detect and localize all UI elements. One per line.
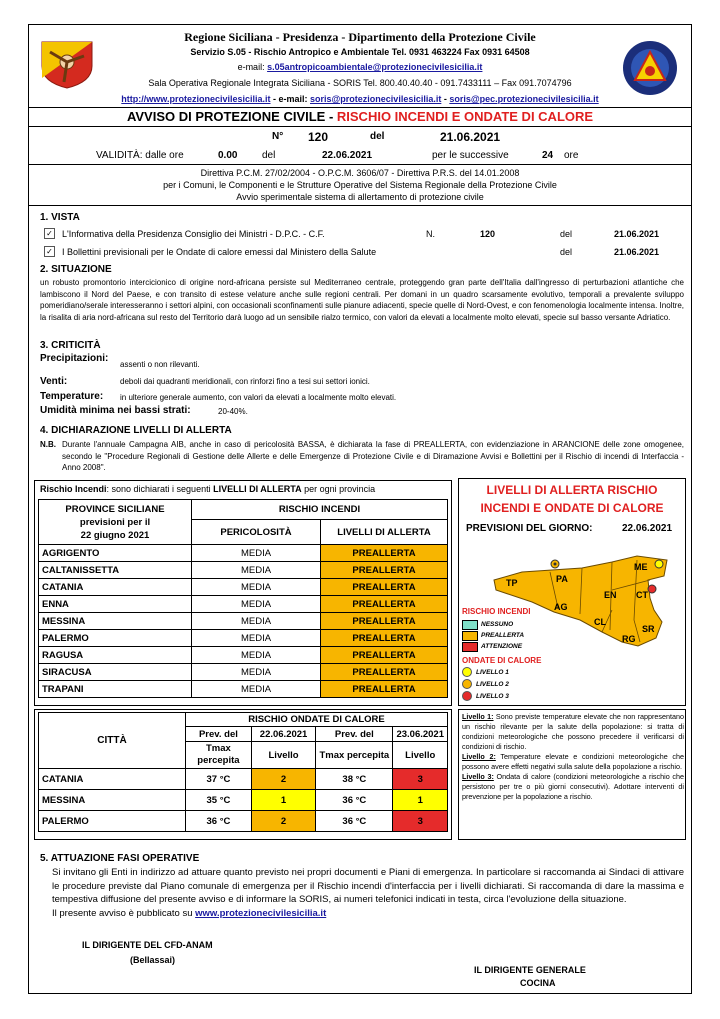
- validita-label: VALIDITÀ: dalle ore: [96, 150, 184, 161]
- legend-incendi: [462, 619, 524, 652]
- tmax-day1: 36 °C: [185, 811, 251, 832]
- table-row: [39, 811, 448, 832]
- prev-label: PREVISIONI DEL GIORNO:: [466, 523, 593, 534]
- pec-sep: -: [441, 94, 450, 104]
- h-prev: previsioni per il: [79, 516, 151, 528]
- province-name: ENNA: [39, 596, 192, 613]
- incendi-caption: [40, 484, 375, 494]
- livello-allerta: PREALLERTA: [321, 613, 448, 630]
- province-name: MESSINA: [39, 613, 192, 630]
- level-circle-icon: [462, 691, 472, 701]
- livello-desc: [462, 712, 684, 752]
- calore-table: [38, 712, 448, 832]
- legend-item: [462, 690, 509, 702]
- caption-bold2: LIVELLI DI ALLERTA: [213, 484, 302, 494]
- temp-text: in ulteriore generale aumento, con valori da elevati a localmente molto elevati.: [120, 393, 397, 402]
- map-title-2: INCENDI E ONDATE DI CALORE: [480, 501, 664, 515]
- legend-swatch: [462, 631, 478, 641]
- province-name: CATANIA: [39, 579, 192, 596]
- legend-calore: [462, 666, 509, 702]
- vista-item-2: [44, 246, 55, 257]
- civil-protection-logo: [622, 40, 678, 96]
- table-row: [39, 647, 448, 664]
- map-label-sr: SR: [642, 624, 655, 634]
- map-title-1: LIVELLI DI ALLERTA RISCHIO: [486, 483, 658, 497]
- vista-item-2-date: 21.06.2021: [614, 247, 660, 257]
- del-label: del: [370, 131, 385, 142]
- livello-desc: [462, 752, 684, 772]
- attuazione-published: [52, 907, 684, 921]
- pericolosita: MEDIA: [192, 579, 321, 596]
- livello-desc: [462, 772, 684, 802]
- livello-allerta: PREALLERTA: [321, 545, 448, 562]
- h-rischio-calore: RISCHIO ONDATE DI CALORE: [185, 713, 447, 727]
- livello-allerta: PREALLERTA: [321, 681, 448, 698]
- caption-bold: Rischio Incendi: [40, 484, 107, 494]
- map-label-ct: CT: [636, 590, 648, 600]
- tmax-day2: 38 °C: [316, 769, 393, 790]
- map-label-me: ME: [634, 562, 648, 572]
- pericolosita: MEDIA: [192, 545, 321, 562]
- province-name: CALTANISSETTA: [39, 562, 192, 579]
- level-circle-icon: [462, 679, 472, 689]
- pericolosita: MEDIA: [192, 681, 321, 698]
- validita-del: del: [262, 150, 276, 161]
- h-livello2: Livello: [393, 742, 448, 769]
- legend-item: [462, 641, 524, 652]
- province-name: RAGUSA: [39, 647, 192, 664]
- map-label-ag: AG: [554, 602, 568, 612]
- validita-ore-label: ore: [564, 150, 579, 161]
- livello-text: Temperature elevate e condizioni meteorologiche che possono avere effetti negativi sulla salute della popolazione a rischio.: [462, 752, 684, 771]
- header-email-line: [100, 62, 620, 72]
- livello-allerta: PREALLERTA: [321, 630, 448, 647]
- right-signature-name: COCINA: [520, 978, 556, 988]
- checkbox-2[interactable]: ✓: [44, 246, 55, 257]
- tmax-day1: 37 °C: [185, 769, 251, 790]
- page-title: [28, 109, 692, 124]
- province-name: AGRIGENTO: [39, 545, 192, 562]
- legend-label: LIVELLO 2: [476, 680, 509, 688]
- livello-allerta: PREALLERTA: [321, 664, 448, 681]
- h-prev1: Prev. del: [185, 727, 251, 742]
- vista-item-1-date: 21.06.2021: [614, 229, 660, 239]
- livello-day1: 2: [251, 769, 315, 790]
- situazione-title: 2. SITUAZIONE: [40, 264, 112, 275]
- situazione-text: [40, 277, 684, 323]
- legend-swatch: [462, 620, 478, 630]
- checkbox-1[interactable]: ✓: [44, 228, 55, 239]
- header-line4: Sala Operativa Regionale Integrata Siciliana - SORIS Tel. 800.40.40.40 - 091.7433111 – Fax 091.7074796: [148, 78, 572, 88]
- h-livello1: Livello: [251, 742, 315, 769]
- map-label-pa: PA: [556, 574, 568, 584]
- livello-day1: 2: [251, 811, 315, 832]
- prev-date: 22.06.2021: [622, 523, 673, 534]
- level-circle-icon: [462, 667, 472, 677]
- livello-label: Livello 1:: [462, 712, 494, 721]
- email-label: e-mail:: [237, 62, 268, 72]
- h-tmax2: Tmax percepita: [316, 742, 393, 769]
- header-province: [39, 500, 192, 545]
- pericolosita: MEDIA: [192, 647, 321, 664]
- livello-text: Sono previste temperature elevate che non rappresentano un rischio rilevante per la salute della popolazione: si tratta di condizioni meteorologiche che possono precedere il verificarsi di condizioni di rischio.: [462, 712, 685, 751]
- situazione-paragraph: un robusto promontorio intercicionico di origine nord-africana persiste sul Mediterraneo centrale, proteggendo gran parte dell'Italia dall'ingresso di perturbazioni atlantiche che lambiscono il Nord del Paese, e con transito di estese velature anche sulle regioni centrali. Per domani in un quadro scarsamente evolutivo, temporali a prevalente sviluppo pomeridiano/serale interesseranno i settori alpini, con occasionali sconfinamenti sulle pianure adiacenti, specie quelle di Nord-Ovest, e con fenomenologia localmente intensa. Inoltre, la risalita di aria nord-africana sul resto del Territorio darà luogo ad un sensibile rialzo termico, con valori da elevati a localmente molto elevati, specie sul basso versante Adriatico.: [40, 278, 684, 322]
- table-row: [39, 579, 448, 596]
- umid-label: Umidità minima nei bassi strati:: [40, 405, 191, 416]
- sicily-region-logo: [38, 38, 96, 90]
- right-signature-title: IL DIRIGENTE GENERALE: [474, 965, 586, 975]
- legend-item: [462, 666, 509, 678]
- email2-link[interactable]: soris@protezionecivilesicilia.it: [310, 94, 442, 104]
- table-row: [39, 681, 448, 698]
- livello-day2: 3: [393, 811, 448, 832]
- criticita-title: 3. CRITICITÀ: [40, 340, 101, 351]
- attuazione-title: 5. ATTUAZIONE FASI OPERATIVE: [40, 853, 200, 864]
- livello-day1: 1: [251, 790, 315, 811]
- attuazione-body: [52, 866, 684, 920]
- map-label-cl: CL: [594, 617, 606, 627]
- livello-allerta: PREALLERTA: [321, 562, 448, 579]
- city-name: PALERMO: [39, 811, 186, 832]
- venti-label: Venti:: [40, 376, 68, 387]
- city-name: MESSINA: [39, 790, 186, 811]
- livello-text: Ondata di calore (condizioni meteorologiche a rischio che persistono per tre o più giorni consecutivi). Adottare interventi di prevenzione per la popolazione a rischio.: [462, 772, 684, 801]
- attuazione-paragraph: Si invitano gli Enti in indirizzo ad attuare quanto previsto nei propri documenti e Piani di emergenza. In particolare si raccomanda ai Sindaci di attivare le procedure previste dal Piano comunale di emergenza per il Rischio incendi d'interfaccia per i livelli dichiarati. Si raccomanda di dare la massima e tempestiva diffusione del presente avviso e di informare la SORIS, ai numeri telefonici indicati in testa, circa l'evoluzione della situazione.: [52, 867, 684, 905]
- province-name: SIRACUSA: [39, 664, 192, 681]
- h-citta: CITTÀ: [39, 713, 186, 769]
- directive-2: per i Comuni, le Componenti e le Strutture Operative del Sistema Regionale della Protezione Civile: [163, 180, 557, 190]
- left-signature-name: (Bellassai): [130, 955, 176, 965]
- table-row: [39, 562, 448, 579]
- dichiarazione-paragraph: Durante l'annuale Campagna AIB, anche in caso di pericolosità BASSA, è dichiarata la fase di PREALLERTA, con evidenziazione in ARANCIONE delle zone omogenee, secondo le "Procedure Regionali di Gestione delle Allerte e delle Emergenze di Protezione Civile e di Diramazione Avvisi e Bollettini per il Rischio di incendi di Interfaccia - Anno 2008".: [62, 440, 684, 472]
- table-row: [39, 545, 448, 562]
- livello-day2: 1: [393, 790, 448, 811]
- map-label-rg: RG: [622, 634, 636, 644]
- legend-calore-title: ONDATE DI CALORE: [462, 656, 542, 665]
- header-links: [100, 94, 620, 104]
- n-value: 120: [308, 130, 329, 144]
- h-prov: PROVINCE SICILIANE: [65, 503, 165, 515]
- nb-label: N.B.: [40, 440, 56, 449]
- vista-item-1-text: L'Informativa della Presidenza Consiglio dei Ministri - D.P.C. - C.F.: [62, 229, 325, 239]
- header-line1: Regione Siciliana - Presidenza - Dipartimento della Protezione Civile: [184, 30, 536, 44]
- pericolosita: MEDIA: [192, 613, 321, 630]
- venti-text: deboli dai quadranti meridionali, con rinforzi fino a tesi sui settori ionici.: [120, 377, 370, 386]
- province-name: PALERMO: [39, 630, 192, 647]
- table-row: [39, 790, 448, 811]
- livello-label: Livello 3:: [462, 772, 494, 781]
- h-date: 22 giugno 2021: [80, 529, 150, 541]
- pericolosita: MEDIA: [192, 664, 321, 681]
- title-red: RISCHIO INCENDI E ONDATE DI CALORE: [336, 109, 594, 124]
- email-link[interactable]: s.05antropicoambientale@protezionecivilesicilia.it: [267, 62, 483, 72]
- vista-item-1-del: del: [560, 229, 573, 239]
- header-rischio: RISCHIO INCENDI: [192, 500, 448, 520]
- n-label: N°: [272, 131, 284, 142]
- table-row: [39, 596, 448, 613]
- tmax-day2: 36 °C: [316, 811, 393, 832]
- left-signature-title: IL DIRIGENTE DEL CFD-ANAM: [82, 940, 213, 950]
- legend-label: LIVELLO 1: [476, 668, 509, 676]
- tmax-day1: 35 °C: [185, 790, 251, 811]
- legend-incendi-title: RISCHIO INCENDI: [462, 607, 531, 616]
- pericolosita: MEDIA: [192, 630, 321, 647]
- directive-3: Avvio sperimentale sistema di allertamento di protezione civile: [236, 192, 484, 202]
- legend-label: LIVELLO 3: [476, 692, 509, 700]
- table-row: [39, 613, 448, 630]
- directive-1: Direttiva P.C.M. 27/02/2004 - O.P.C.M. 3606/07 - Direttiva P.R.S. del 14.01.2008: [200, 168, 520, 178]
- pec-link[interactable]: soris@pec.protezionecivilesicilia.it: [449, 94, 599, 104]
- vista-item-1: [44, 228, 55, 239]
- pericolosita: MEDIA: [192, 562, 321, 579]
- table-row: [39, 630, 448, 647]
- h-tmax1: Tmax percepita: [185, 742, 251, 769]
- web-link[interactable]: http://www.protezionecivilesicilia.it: [121, 94, 271, 104]
- legend-item: [462, 630, 524, 641]
- h-date1: 22.06.2021: [251, 727, 315, 742]
- published-text: Il presente avviso è pubblicato su: [52, 907, 196, 919]
- livello-allerta: PREALLERTA: [321, 647, 448, 664]
- umid-text: 20-40%.: [218, 407, 248, 416]
- legend-item: [462, 678, 509, 690]
- title-prefix: AVVISO DI PROTEZIONE CIVILE -: [126, 109, 337, 124]
- livello-allerta: PREALLERTA: [321, 596, 448, 613]
- published-link[interactable]: www.protezionecivilesicilia.it: [195, 907, 327, 919]
- temp-label: Temperature:: [40, 391, 104, 402]
- validita-successive: per le successive: [432, 150, 509, 161]
- validita-hours: 24: [542, 150, 554, 161]
- vista-title: 1. VISTA: [40, 212, 80, 223]
- email2-label: - e-mail:: [270, 94, 311, 104]
- incendi-table: [38, 499, 448, 698]
- vista-item-2-del: del: [560, 247, 573, 257]
- map-label-tp: TP: [506, 578, 518, 588]
- table-row: [39, 769, 448, 790]
- legend-label: ATTENZIONE: [481, 643, 523, 650]
- validita-ore: 0.00: [218, 150, 238, 161]
- province-name: TRAPANI: [39, 681, 192, 698]
- pericolosita: MEDIA: [192, 596, 321, 613]
- validita-date: 22.06.2021: [322, 150, 373, 161]
- vista-item-1-n: 120: [480, 229, 496, 239]
- legend-label: PREALLERTA: [481, 632, 525, 639]
- livello-label: Livello 2:: [462, 752, 496, 761]
- prec-text: assenti o non rilevanti.: [120, 360, 200, 369]
- table-row: [39, 664, 448, 681]
- prec-label: Precipitazioni:: [40, 353, 109, 364]
- livello-allerta: PREALLERTA: [321, 579, 448, 596]
- city-name: CATANIA: [39, 769, 186, 790]
- caption-rest: : sono dichiarati i seguenti: [106, 484, 214, 494]
- dichiarazione-text: [62, 439, 684, 474]
- avviso-date: 21.06.2021: [440, 130, 501, 144]
- map-label-en: EN: [604, 590, 617, 600]
- livello-day2: 3: [393, 769, 448, 790]
- caption-end: per ogni provincia: [301, 484, 376, 494]
- h-date2: 23.06.2021: [393, 727, 448, 742]
- legend-item: [462, 619, 524, 630]
- vista-item-1-n-label: N.: [426, 229, 435, 239]
- tmax-day2: 36 °C: [316, 790, 393, 811]
- legend-swatch: [462, 642, 478, 652]
- header-peric: PERICOLOSITÀ: [192, 520, 321, 545]
- header-line2: Servizio S.05 - Rischio Antropico e Ambientale Tel. 0931 463224 Fax 0931 64508: [190, 47, 530, 57]
- livelli-desc: [462, 712, 684, 802]
- h-prev2: Prev. del: [316, 727, 393, 742]
- legend-label: NESSUNO: [481, 621, 514, 628]
- header-livelli: LIVELLI DI ALLERTA: [321, 520, 448, 545]
- vista-item-2-text: I Bollettini previsionali per le Ondate di calore emessi dal Ministero della Salute: [62, 247, 377, 257]
- dichiarazione-title: 4. DICHIARAZIONE LIVELLI DI ALLERTA: [40, 425, 232, 436]
